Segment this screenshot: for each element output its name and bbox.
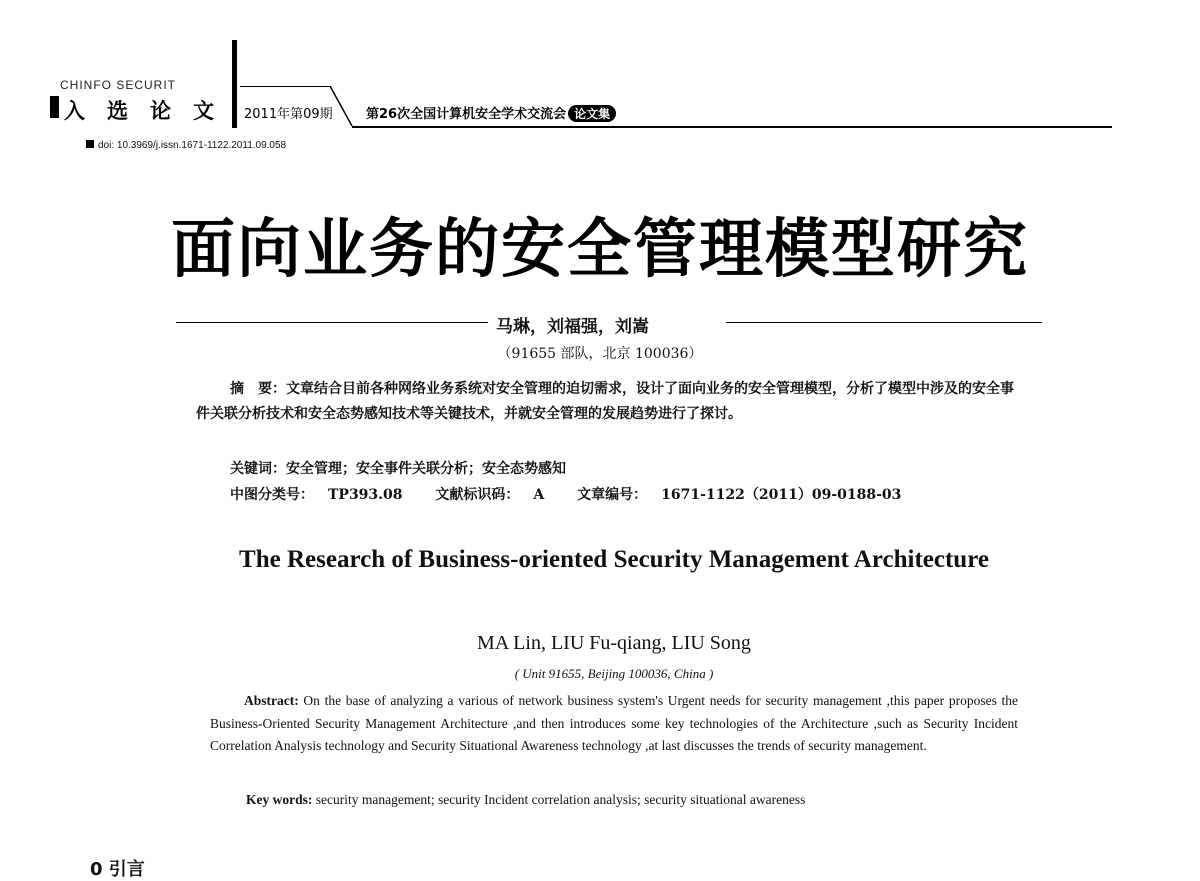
keywords-label-chinese: 关键词： <box>230 461 286 477</box>
doi-line <box>86 140 286 151</box>
paper-title-english: The Research of Business-oriented Security Management Architecture <box>239 546 989 573</box>
issue-label: 2011年第09期 <box>244 107 333 122</box>
abstract-chinese <box>196 377 1026 427</box>
header-top-rule <box>240 86 330 87</box>
keywords-english <box>246 792 805 808</box>
classification-line <box>230 484 929 504</box>
doi-square-icon <box>86 140 94 148</box>
header-main-rule <box>352 126 1112 128</box>
abstract-english <box>210 690 1018 758</box>
clc-field <box>230 487 417 503</box>
doc-code-field <box>435 487 558 503</box>
brand-chinese: 入选论文 <box>64 99 236 123</box>
affiliation-chinese: （91655 部队，北京 100036） <box>497 346 703 362</box>
keywords-chinese <box>230 458 566 478</box>
article-number-value: 1671-1122（2011）09-0188-03 <box>661 487 902 503</box>
abstract-text-chinese: 文章结合目前各种网络业务系统对安全管理的迫切需求，设计了面向业务的安全管理模型，分析了模型中涉及的安全事件关联分析技术和安全态势感知技术等关键技术，并就安全管理的发展趋势进行了探讨。 <box>196 381 1014 422</box>
authors-right-rule <box>726 322 1042 323</box>
keywords-label-english: Key words: <box>246 792 313 807</box>
authors-row-chinese <box>176 312 1042 337</box>
clc-label: 中图分类号： <box>230 487 314 503</box>
doc-code-value: A <box>533 487 545 503</box>
article-number-label: 文章编号： <box>577 487 648 503</box>
brand-english: CHINFO SECURIT <box>60 78 176 92</box>
affiliation-english: ( Unit 91655, Beijing 100036, China ) <box>514 666 714 681</box>
article-number-field <box>577 487 915 503</box>
collection-badge: 论文集 <box>568 105 616 122</box>
conference-name: 第26次全国计算机安全学术交流会 <box>366 107 567 122</box>
abstract-text-english: On the base of analyzing a various of network business system's Urgent needs for security management ,this paper proposes the Business-Oriented Security Management Architecture ,and then introduces some key technologies of the Architecture ,such as Security Incident Correlation Analysis technology and Security Situational Awareness technology ,at last discusses the trends of security management. <box>210 693 1018 753</box>
paper-title-chinese: 面向业务的安全管理模型研究 <box>171 212 1029 287</box>
abstract-label-english: Abstract: <box>244 693 299 708</box>
doc-code-label: 文献标识码： <box>435 487 520 503</box>
conference-title <box>366 103 616 122</box>
abstract-label-chinese: 摘 要： <box>230 381 286 397</box>
clc-value: TP393.08 <box>328 487 403 503</box>
authors-left-rule <box>176 322 488 323</box>
keywords-text-english: security management; security Incident correlation analysis; security situational awareness <box>315 792 806 807</box>
doi-text: doi: 10.3969/j.issn.1671-1122.2011.09.058 <box>98 140 287 151</box>
header-slash-divider <box>325 86 365 126</box>
authors-chinese: 马琳，刘福强，刘嵩 <box>496 317 649 337</box>
authors-english: MA Lin, LIU Fu-qiang, LIU Song <box>477 632 751 654</box>
section-heading: 0 引言 <box>90 859 145 880</box>
keywords-text-chinese: 安全管理；安全事件关联分析；安全态势感知 <box>286 461 566 477</box>
brand-block-mark <box>50 96 59 118</box>
